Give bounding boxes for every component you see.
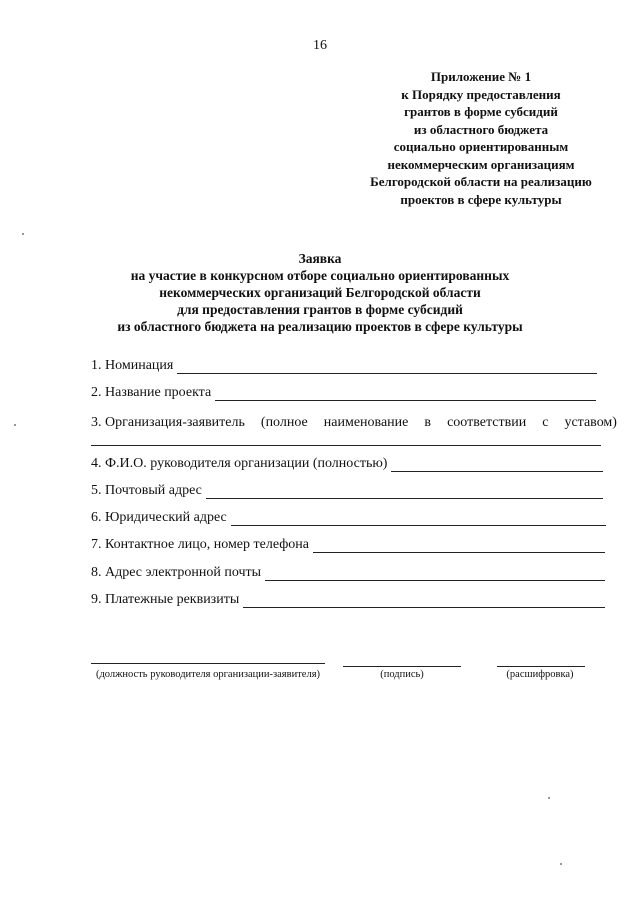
scan-speck: [14, 424, 16, 426]
field-head-name: [91, 456, 603, 472]
field-label: 5. Почтовый адрес: [91, 483, 202, 498]
position-caption: (должность руководителя организации-заявителя): [95, 669, 321, 680]
project-name-input-line[interactable]: [215, 386, 596, 401]
field-label: 9. Платежные реквизиты: [91, 592, 240, 607]
legal-address-input-line[interactable]: [231, 511, 606, 526]
appendix-line: проектов в сфере культуры: [400, 191, 562, 207]
appendix-line: социально ориентированным: [393, 139, 569, 154]
field-contact: [91, 537, 605, 553]
appendix-line: к Порядку предоставления: [401, 86, 561, 102]
field-payment-details: [91, 592, 605, 608]
field-organization: [91, 415, 617, 446]
signature-caption: (подпись): [380, 669, 424, 680]
appendix-line: Приложение № 1: [430, 69, 532, 84]
field-label: 4. Ф.И.О. руководителя организации (полностью): [91, 456, 388, 471]
appendix-line: из областного бюджета: [413, 121, 549, 137]
subtitle-line: некоммерческих организаций Белгородской области: [159, 285, 481, 300]
scan-speck: [22, 233, 24, 235]
field-postal-address: [91, 483, 603, 499]
decryption-caption: (расшифровка): [506, 669, 574, 680]
subtitle-line: для предоставления грантов в форме субсидий: [177, 302, 463, 317]
appendix-line: грантов в форме субсидий: [404, 104, 558, 119]
head-name-input-line[interactable]: [391, 457, 603, 472]
appendix-line: некоммерческим организациям: [387, 156, 575, 172]
page-number: 16: [313, 38, 327, 53]
application-subtitle: [100, 267, 540, 335]
appendix-header: [368, 68, 594, 208]
field-label: 8. Адрес электронной почты: [91, 565, 262, 580]
scan-speck: [548, 797, 550, 799]
decryption-signature-line[interactable]: [497, 666, 585, 667]
postal-address-input-line[interactable]: [206, 484, 603, 499]
appendix-line: Белгородской области на реализацию: [370, 174, 592, 189]
application-title: Заявка: [298, 251, 342, 266]
field-nomination: [91, 358, 597, 374]
signature-line[interactable]: [343, 666, 461, 667]
subtitle-line: на участие в конкурсном отборе социально ориентированных: [130, 268, 510, 283]
field-project-name: [91, 385, 596, 401]
position-signature-line[interactable]: [91, 663, 325, 664]
contact-input-line[interactable]: [313, 538, 605, 553]
payment-details-input-line[interactable]: [243, 593, 605, 608]
field-label-justified: 3. Организация-заявитель (полное наименование в соответствии с уставом): [91, 415, 617, 430]
field-label: 2. Название проекта: [91, 385, 212, 400]
subtitle-line: из областного бюджета на реализацию проектов в сфере культуры: [117, 319, 523, 334]
nomination-input-line[interactable]: [177, 359, 597, 374]
field-legal-address: [91, 510, 606, 526]
email-input-line[interactable]: [265, 566, 605, 581]
field-label: 7. Контактное лицо, номер телефона: [91, 537, 309, 552]
field-email: [91, 565, 605, 581]
scan-speck: [560, 863, 562, 865]
field-label: 6. Юридический адрес: [91, 510, 227, 525]
organization-input-line[interactable]: [91, 431, 601, 446]
field-label: 1. Номинация: [91, 358, 174, 373]
